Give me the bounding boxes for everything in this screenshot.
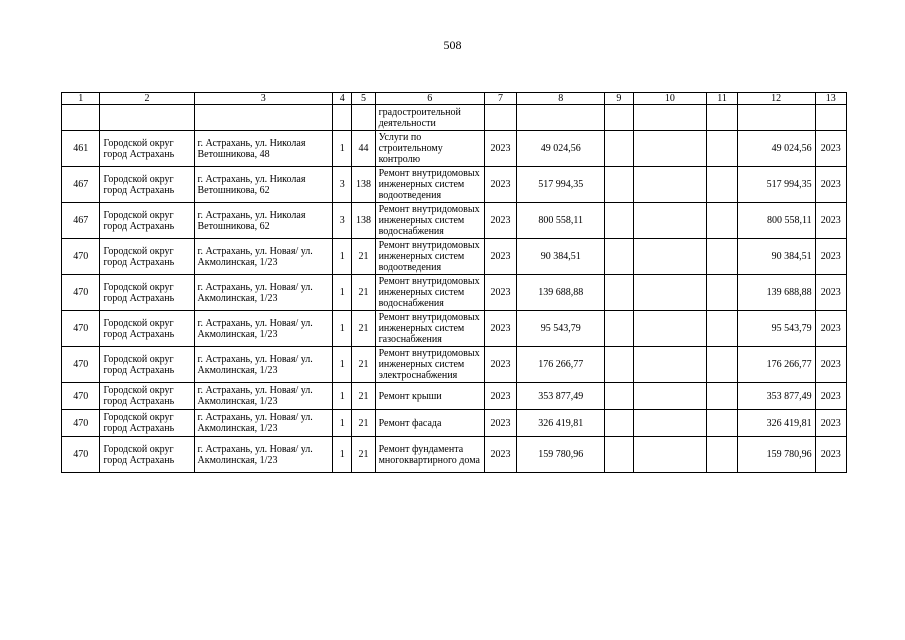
completion-year-cell: 2023 <box>815 131 846 167</box>
work-type-cell: Ремонт внутридомовых инженерных систем водоотведения <box>375 239 484 275</box>
col9-cell <box>605 167 633 203</box>
table-row <box>62 275 847 311</box>
table-cell <box>484 105 516 131</box>
completion-year-cell: 2023 <box>815 275 846 311</box>
municipality-cell: Городской округ город Астрахань <box>100 383 194 410</box>
year-cell: 2023 <box>484 347 516 383</box>
year-cell: 2023 <box>484 203 516 239</box>
address-cell: г. Астрахань, ул. Новая/ ул. Акмолинская, 1/23 <box>194 437 333 473</box>
col11-cell <box>707 383 737 410</box>
col5-cell: 138 <box>352 167 375 203</box>
col11-cell <box>707 167 737 203</box>
completion-year-cell: 2023 <box>815 347 846 383</box>
continuation-row <box>62 105 847 131</box>
col5-cell: 21 <box>352 383 375 410</box>
col10-cell <box>633 203 707 239</box>
table-row <box>62 239 847 275</box>
col5-cell: 21 <box>352 275 375 311</box>
col5-cell: 21 <box>352 239 375 275</box>
col9-cell <box>605 410 633 437</box>
row-number-cell: 470 <box>62 347 100 383</box>
col11-cell <box>707 410 737 437</box>
header-cell: 12 <box>737 93 815 105</box>
row-number-cell: 470 <box>62 239 100 275</box>
table-row <box>62 167 847 203</box>
row-number-cell: 470 <box>62 410 100 437</box>
municipality-cell: Городской округ город Астрахань <box>100 239 194 275</box>
table-row <box>62 437 847 473</box>
col11-cell <box>707 311 737 347</box>
table-row <box>62 311 847 347</box>
col4-cell: 3 <box>333 203 352 239</box>
col4-cell: 1 <box>333 410 352 437</box>
table-row <box>62 410 847 437</box>
col11-cell <box>707 437 737 473</box>
col11-cell <box>707 203 737 239</box>
municipality-cell: Городской округ город Астрахань <box>100 131 194 167</box>
table-cell <box>62 105 100 131</box>
total-cost-cell: 176 266,77 <box>737 347 815 383</box>
work-type-cell: Ремонт внутридомовых инженерных систем водоотведения <box>375 167 484 203</box>
cost-cell: 159 780,96 <box>517 437 605 473</box>
col10-cell <box>633 437 707 473</box>
work-type-cell: Ремонт крыши <box>375 383 484 410</box>
work-type-cell: Ремонт внутридомовых инженерных систем газоснабжения <box>375 311 484 347</box>
col4-cell: 1 <box>333 239 352 275</box>
total-cost-cell: 49 024,56 <box>737 131 815 167</box>
year-cell: 2023 <box>484 239 516 275</box>
work-type-cell: Услуги по строительному контролю <box>375 131 484 167</box>
municipality-cell: Городской округ город Астрахань <box>100 437 194 473</box>
address-cell: г. Астрахань, ул. Николая Ветошникова, 48 <box>194 131 333 167</box>
col9-cell <box>605 311 633 347</box>
col4-cell: 1 <box>333 347 352 383</box>
row-number-cell: 470 <box>62 437 100 473</box>
col5-cell: 138 <box>352 203 375 239</box>
col10-cell <box>633 131 707 167</box>
year-cell: 2023 <box>484 311 516 347</box>
header-row <box>62 93 847 105</box>
year-cell: 2023 <box>484 383 516 410</box>
year-cell: 2023 <box>484 167 516 203</box>
col9-cell <box>605 239 633 275</box>
municipality-cell: Городской округ город Астрахань <box>100 203 194 239</box>
col9-cell <box>605 347 633 383</box>
registry-table <box>61 92 847 473</box>
table-cell <box>352 105 375 131</box>
cost-cell: 95 543,79 <box>517 311 605 347</box>
completion-year-cell: 2023 <box>815 410 846 437</box>
col9-cell <box>605 437 633 473</box>
total-cost-cell: 139 688,88 <box>737 275 815 311</box>
col5-cell: 21 <box>352 347 375 383</box>
col9-cell <box>605 203 633 239</box>
row-number-cell: 470 <box>62 275 100 311</box>
cost-cell: 326 419,81 <box>517 410 605 437</box>
work-type-cell: Ремонт внутридомовых инженерных систем водоснабжения <box>375 275 484 311</box>
municipality-cell: Городской округ город Астрахань <box>100 410 194 437</box>
col10-cell <box>633 347 707 383</box>
municipality-cell: Городской округ город Астрахань <box>100 311 194 347</box>
header-cell: 5 <box>352 93 375 105</box>
municipality-cell: Городской округ город Астрахань <box>100 347 194 383</box>
municipality-cell: Городской округ город Астрахань <box>100 167 194 203</box>
col4-cell: 3 <box>333 167 352 203</box>
table-cell <box>737 105 815 131</box>
address-cell: г. Астрахань, ул. Новая/ ул. Акмолинская, 1/23 <box>194 239 333 275</box>
row-number-cell: 470 <box>62 383 100 410</box>
work-type-cell: Ремонт фундамента многоквартирного дома <box>375 437 484 473</box>
cost-cell: 800 558,11 <box>517 203 605 239</box>
header-cell: 13 <box>815 93 846 105</box>
work-type-cell: градостроительной деятельности <box>375 105 484 131</box>
col4-cell: 1 <box>333 275 352 311</box>
col10-cell <box>633 275 707 311</box>
year-cell: 2023 <box>484 437 516 473</box>
header-cell: 6 <box>375 93 484 105</box>
work-type-cell: Ремонт внутридомовых инженерных систем электроснабжения <box>375 347 484 383</box>
row-number-cell: 470 <box>62 311 100 347</box>
year-cell: 2023 <box>484 131 516 167</box>
address-cell: г. Астрахань, ул. Николая Ветошникова, 62 <box>194 203 333 239</box>
col11-cell <box>707 275 737 311</box>
col4-cell: 1 <box>333 383 352 410</box>
cost-cell: 90 384,51 <box>517 239 605 275</box>
total-cost-cell: 90 384,51 <box>737 239 815 275</box>
table-cell <box>633 105 707 131</box>
header-cell: 1 <box>62 93 100 105</box>
total-cost-cell: 159 780,96 <box>737 437 815 473</box>
table-cell <box>707 105 737 131</box>
table-row <box>62 131 847 167</box>
col9-cell <box>605 383 633 410</box>
col11-cell <box>707 131 737 167</box>
col11-cell <box>707 347 737 383</box>
completion-year-cell: 2023 <box>815 167 846 203</box>
col10-cell <box>633 239 707 275</box>
col5-cell: 21 <box>352 410 375 437</box>
col9-cell <box>605 275 633 311</box>
col5-cell: 21 <box>352 311 375 347</box>
header-cell: 3 <box>194 93 333 105</box>
table-cell <box>333 105 352 131</box>
table-cell <box>194 105 333 131</box>
cost-cell: 353 877,49 <box>517 383 605 410</box>
work-type-cell: Ремонт фасада <box>375 410 484 437</box>
cost-cell: 49 024,56 <box>517 131 605 167</box>
address-cell: г. Астрахань, ул. Новая/ ул. Акмолинская, 1/23 <box>194 311 333 347</box>
address-cell: г. Астрахань, ул. Новая/ ул. Акмолинская, 1/23 <box>194 383 333 410</box>
completion-year-cell: 2023 <box>815 203 846 239</box>
col4-cell: 1 <box>333 437 352 473</box>
header-cell: 2 <box>100 93 194 105</box>
address-cell: г. Астрахань, ул. Николая Ветошникова, 62 <box>194 167 333 203</box>
col4-cell: 1 <box>333 131 352 167</box>
col11-cell <box>707 239 737 275</box>
address-cell: г. Астрахань, ул. Новая/ ул. Акмолинская, 1/23 <box>194 347 333 383</box>
address-cell: г. Астрахань, ул. Новая/ ул. Акмолинская, 1/23 <box>194 410 333 437</box>
completion-year-cell: 2023 <box>815 311 846 347</box>
header-cell: 4 <box>333 93 352 105</box>
year-cell: 2023 <box>484 410 516 437</box>
col10-cell <box>633 383 707 410</box>
col5-cell: 21 <box>352 437 375 473</box>
municipality-cell: Городской округ город Астрахань <box>100 275 194 311</box>
total-cost-cell: 353 877,49 <box>737 383 815 410</box>
table-row <box>62 203 847 239</box>
cost-cell: 176 266,77 <box>517 347 605 383</box>
table-cell <box>815 105 846 131</box>
header-cell: 11 <box>707 93 737 105</box>
col10-cell <box>633 311 707 347</box>
year-cell: 2023 <box>484 275 516 311</box>
total-cost-cell: 326 419,81 <box>737 410 815 437</box>
header-cell: 7 <box>484 93 516 105</box>
total-cost-cell: 95 543,79 <box>737 311 815 347</box>
total-cost-cell: 800 558,11 <box>737 203 815 239</box>
completion-year-cell: 2023 <box>815 383 846 410</box>
total-cost-cell: 517 994,35 <box>737 167 815 203</box>
col9-cell <box>605 131 633 167</box>
header-cell: 8 <box>517 93 605 105</box>
col10-cell <box>633 410 707 437</box>
completion-year-cell: 2023 <box>815 437 846 473</box>
header-cell: 10 <box>633 93 707 105</box>
work-type-cell: Ремонт внутридомовых инженерных систем водоснабжения <box>375 203 484 239</box>
cost-cell: 517 994,35 <box>517 167 605 203</box>
header-cell: 9 <box>605 93 633 105</box>
cost-cell: 139 688,88 <box>517 275 605 311</box>
table-row <box>62 347 847 383</box>
table-cell <box>100 105 194 131</box>
page-number: 508 <box>443 38 462 52</box>
table-row <box>62 383 847 410</box>
row-number-cell: 461 <box>62 131 100 167</box>
address-cell: г. Астрахань, ул. Новая/ ул. Акмолинская, 1/23 <box>194 275 333 311</box>
table-cell <box>517 105 605 131</box>
col10-cell <box>633 167 707 203</box>
table-cell <box>605 105 633 131</box>
col4-cell: 1 <box>333 311 352 347</box>
completion-year-cell: 2023 <box>815 239 846 275</box>
row-number-cell: 467 <box>62 167 100 203</box>
col5-cell: 44 <box>352 131 375 167</box>
row-number-cell: 467 <box>62 203 100 239</box>
